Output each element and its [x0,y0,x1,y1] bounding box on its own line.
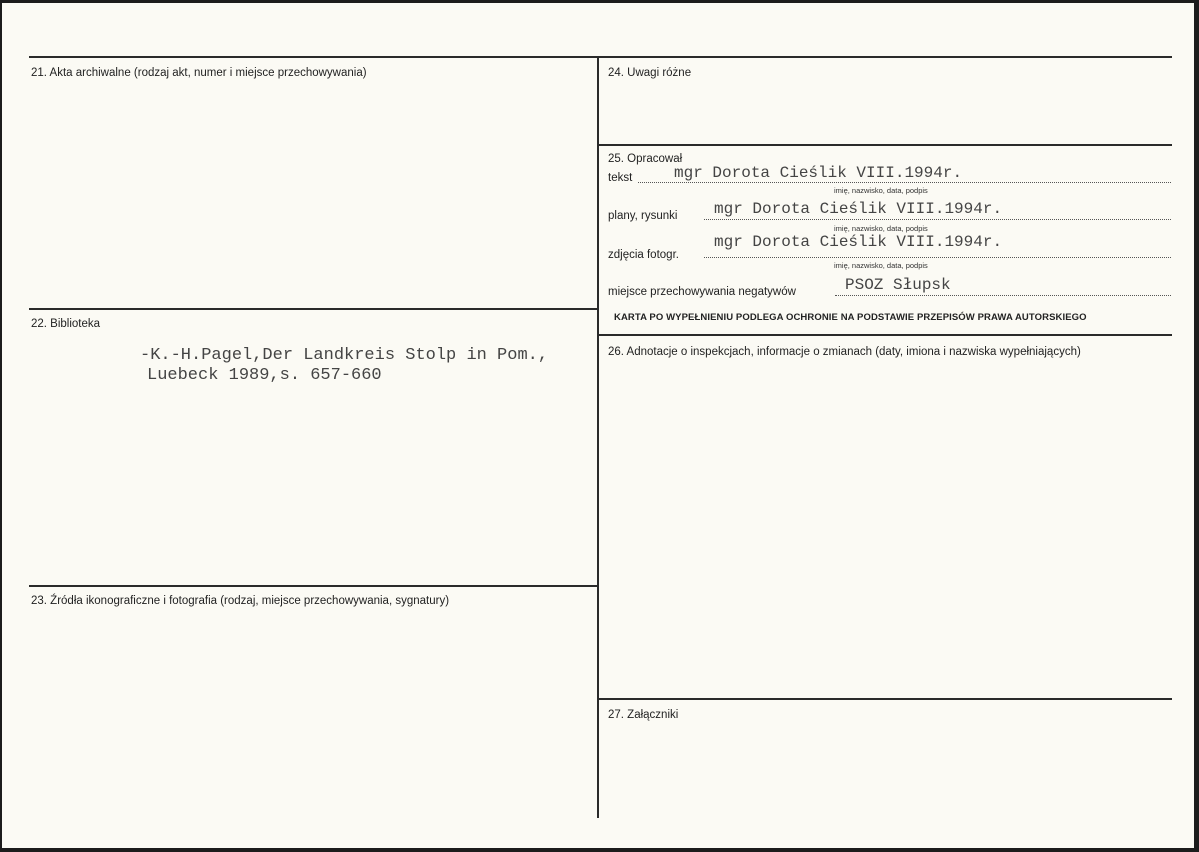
section-27-label: 27. Załączniki [608,709,679,721]
row-plany-value: mgr Dorota Cieślik VIII.1994r. [714,200,1003,218]
negatives-value: PSOZ Słupsk [845,276,951,294]
row-tekst-line [638,182,1171,183]
row-tekst-value: mgr Dorota Cieślik VIII.1994r. [674,164,963,182]
top-rule [29,56,1172,58]
row-plany-label: plany, rysunki [608,210,678,222]
section-24-label: 24. Uwagi różne [608,67,692,79]
section-26-label: 26. Adnotacje o inspekcjach, informacje o zmianach (daty, imiona i nazwiska wypełniających) [608,346,1081,358]
copyright-note: KARTA PO WYPEŁNIENIU PODLEGA OCHRONIE NA PODSTAWIE PRZEPISÓW PRAWA AUTORSKIEGO [614,312,1087,323]
section-21-label: 21. Akta archiwalne (rodzaj akt, numer i miejsce przechowywania) [31,67,367,79]
bibliography-line-1: -K.-H.Pagel,Der Landkreis Stolp in Pom., [140,346,549,365]
row-zdjecia-line [704,257,1171,258]
section-25-label: 25. Opracował [608,153,683,165]
row-zdjecia-label: zdjęcia fotogr. [608,249,679,261]
row-tekst-hint: imię, nazwisko, data, podpis [834,186,928,195]
rule-25-26 [599,334,1172,336]
negatives-label: miejsce przechowywania negatywów [608,286,796,298]
bibliography-line-2: Luebeck 1989,s. 657-660 [147,366,382,385]
section-22-label: 22. Biblioteka [31,318,101,330]
center-divider [597,56,599,818]
rule-24-25 [599,144,1172,146]
row-plany-line [704,219,1171,220]
row-tekst-label: tekst [608,172,633,184]
row-zdjecia-hint: imię, nazwisko, data, podpis [834,261,928,270]
row-zdjecia-value: mgr Dorota Cieślik VIII.1994r. [714,233,1003,251]
rule-22-23 [29,585,599,587]
section-23-label: 23. Źródła ikonograficzne i fotografia (rodzaj, miejsce przechowywania, sygnatury) [31,595,450,607]
rule-26-27 [599,698,1172,700]
archive-card [2,3,1194,848]
negatives-line [835,295,1171,296]
row-plany-hint: imię, nazwisko, data, podpis [834,224,928,233]
rule-21-22 [29,308,599,310]
